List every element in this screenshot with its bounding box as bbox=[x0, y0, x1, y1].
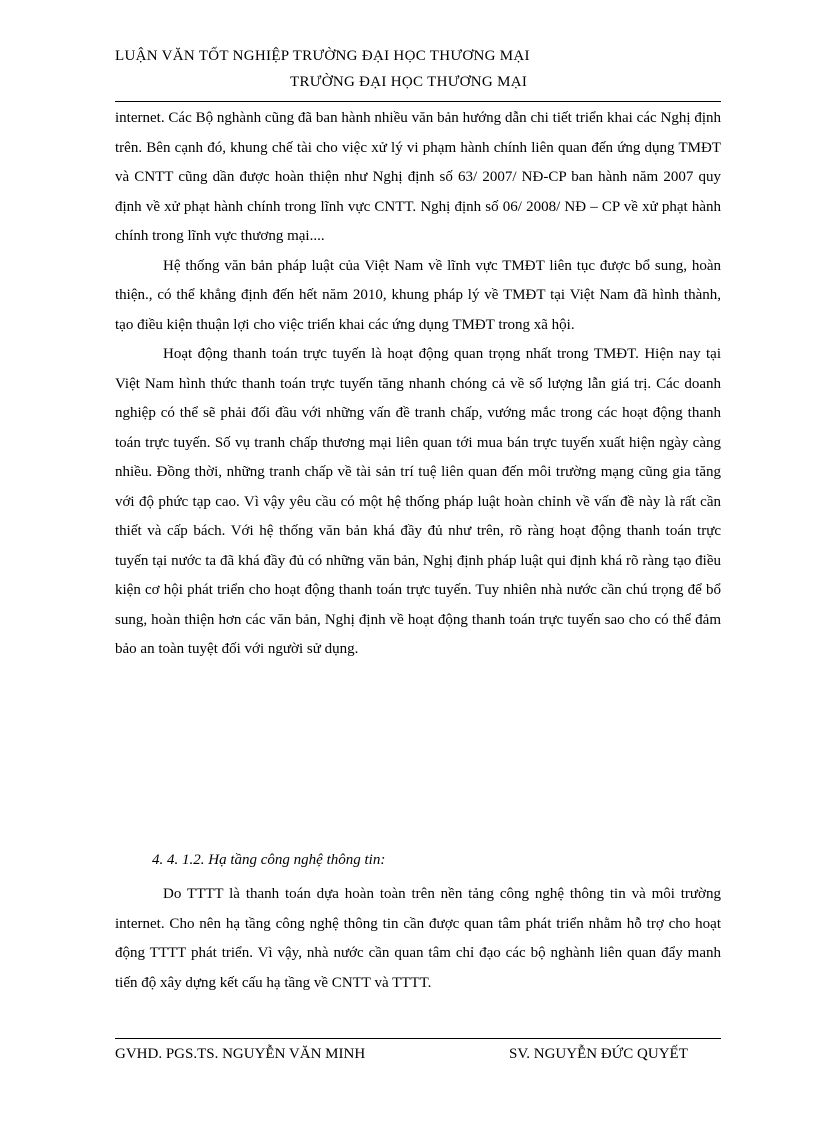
paragraph-3: Hoạt động thanh toán trực tuyến là hoạt động quan trọng nhất trong TMĐT. Hiện nay tại Việt Nam hình thức thanh toán trực tuyến tăng nhanh chóng cả về số lượng lẫn giá trị. Các doanh nghiệp có thể sẽ phải đối đầu với những vấn đề tranh chấp, vướng mắc trong các hoạt động thanh toán trực tuyến. Số vụ tranh chấp thương mại liên quan tới mua bán trực tuyến xuất hiện ngày càng nhiều. Đồng thời, những tranh chấp về tài sản trí tuệ liên quan đến môi trường mạng cũng gia tăng với độ phức tạp cao. Vì vậy yêu cầu có một hệ thống pháp luật hoàn chỉnh về vấn đề này là rất cần thiết và cấp bách. Với hệ thống văn bản khá đầy đủ như trên, rõ ràng hoạt động thanh toán trực tuyến tại nước ta đã khá đầy đủ có những văn bản, Nghị định pháp luật qui định khá rõ ràng tạo điều kiện cơ hội phát triển cho hoạt động thanh toán trực tuyến. Tuy nhiên nhà nước cần chú trọng để bổ sung, hoàn thiện hơn các văn bản, Nghị định về hoạt động thanh toán trực tuyến sao cho có thể đảm bảo an toàn tuyệt đối với người sử dụng. bbox=[115, 346, 721, 657]
header-title: LUẬN VĂN TỐT NGHIỆP TRƯỜNG ĐẠI HỌC THƯƠNG MẠI bbox=[115, 48, 530, 64]
section-paragraph: Do TTTT là thanh toán dựa hoàn toàn trên nền tảng công nghệ thông tin và môi trường internet. Cho nên hạ tầng công nghệ thông tin cần được quan tâm phát triển nhằm hỗ trợ cho hoạt động TTTT phát triển. Vì vậy, nhà nước cần quan tâm chỉ đạo các bộ nghành liên quan đẩy manh tiến độ xây dựng kết cấu hạ tầng về CNTT và TTTT. bbox=[115, 886, 721, 991]
paragraph-2: Hệ thống văn bản pháp luật của Việt Nam về lĩnh vực TMĐT liên tục được bổ sung, hoàn thiện., có thể khẳng định đến hết năm 2010, khung pháp lý về TMĐT tại Việt Nam đã hình thành, tạo điều kiện thuận lợi cho việc triển khai các ứng dụng TMĐT trong xã hội. bbox=[115, 257, 721, 333]
paragraph-1: internet. Các Bộ nghành cũng đã ban hành nhiều văn bản hướng dẫn chi tiết triển khai các Nghị định trên. Bên cạnh đó, khung chế tài cho việc xử lý vi phạm hành chính liên quan đến ứng dụng TMĐT và CNTT cũng dần được hoàn thiện như Nghị định số 63/ 2007/ NĐ-CP ban hành năm 2007 quy định về xử phạt hành chính trong lĩnh vực CNTT. Nghị định số 06/ 2008/ NĐ – CP về xử phạt hành chính trong lĩnh vực thương mại.... bbox=[115, 110, 721, 244]
header-subtitle: TRƯỜNG ĐẠI HỌC THƯƠNG MẠI bbox=[290, 74, 528, 90]
footer-divider bbox=[115, 1038, 721, 1039]
header-divider bbox=[115, 101, 721, 102]
section-heading: 4. 4. 1.2. Hạ tầng công nghệ thông tin: bbox=[152, 852, 386, 868]
page-header bbox=[115, 48, 721, 108]
footer-supervisor: GVHD. PGS.TS. NGUYỄN VĂN MINH bbox=[115, 1046, 366, 1062]
body-text bbox=[115, 104, 721, 665]
footer-student: SV. NGUYỄN ĐỨC QUYẾT bbox=[509, 1046, 688, 1062]
section-body bbox=[115, 880, 721, 998]
